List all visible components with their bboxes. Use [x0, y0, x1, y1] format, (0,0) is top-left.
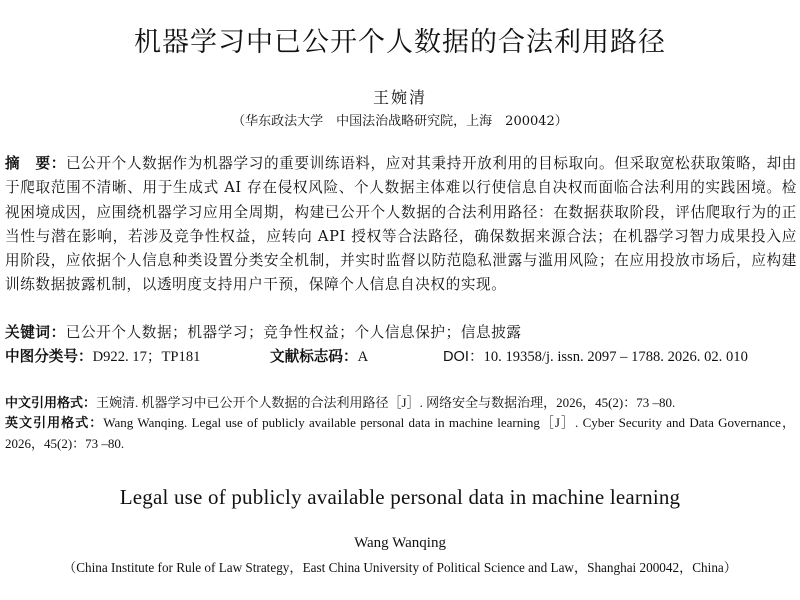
citation-english [5, 413, 795, 454]
author-affiliation-chinese: （华东政法大学 中国法治战略研究院，上海 200042） [232, 114, 568, 129]
abstract-text: 已公开个人数据作为机器学习的重要训练语料，应对其秉持开放利用的目标取向。但采取宽松获取策略，却由于爬取范围不清晰、用于生成式 AI 存在侵权风险、个人数据主体难以行使信息自决权而面临合法利用的实践困境。检视困境成因，应围绕机器学习应用全周期，构建已公开个人数据的合法利用路径：在数据获取阶段，评估爬取行为的正当性与潜在影响，若涉及竞争性权益，应转向 API 授权等合法路径，确保数据来源合法；在机器学习智力成果投入应用阶段，应依据个人信息种类设置分类安全机制，并实时监督以防范隐私泄露与滥用风险；在应用投放市场后，应构建训练数据披露机制，以透明度支持用户干预，保障个人信息自决权的实现。 [5, 155, 797, 294]
abstract-section [5, 152, 797, 298]
clc-block [5, 346, 200, 368]
author-name-english: Wang Wanqing [354, 535, 446, 551]
keywords-text: 已公开个人数据；机器学习；竞争性权益；个人信息保护；信息披露 [65, 324, 522, 341]
doc-code-block [270, 346, 368, 368]
doc-code-label: 文献标志码： [270, 348, 358, 365]
abstract-label: 摘 要： [5, 155, 66, 172]
citation-english-label: 英文引用格式： [5, 416, 104, 431]
clc-label: 中图分类号： [5, 348, 93, 365]
citation-chinese-text: 王婉清. 机器学习中已公开个人数据的合法利用路径［J］. 网络安全与数据治理，2026，45(2)：73 –80. [96, 395, 676, 410]
keywords-section [5, 322, 797, 344]
doi-label: DOI： [443, 349, 484, 365]
paper-title-english: Legal use of publicly available personal data in machine learning [119, 485, 681, 509]
doi-value: 10. 19358/j. issn. 2097 – 1788. 2026. 02. 010 [483, 349, 748, 365]
citation-chinese [5, 393, 795, 414]
author-affiliation-english: （China Institute for Rule of Law Strategy，East China University of Political Science and Law，Shanghai 200042，China） [63, 560, 737, 575]
author-name-chinese: 王婉清 [372, 88, 427, 107]
citation-chinese-label: 中文引用格式： [5, 396, 97, 411]
paper-title-chinese: 机器学习中已公开个人数据的合法利用路径 [134, 27, 666, 58]
clc-value: D922. 17；TP181 [92, 349, 201, 365]
classification-line [5, 346, 797, 368]
doi-block [443, 346, 748, 368]
keywords-label: 关键词： [5, 324, 66, 341]
citation-english-text: Wang Wanqing. Legal use of publicly available personal data in machine learning［J］. Cyber Security and Data Governance，2026，45(2)：73 –80. [5, 415, 795, 451]
doc-code-value: A [357, 349, 369, 365]
